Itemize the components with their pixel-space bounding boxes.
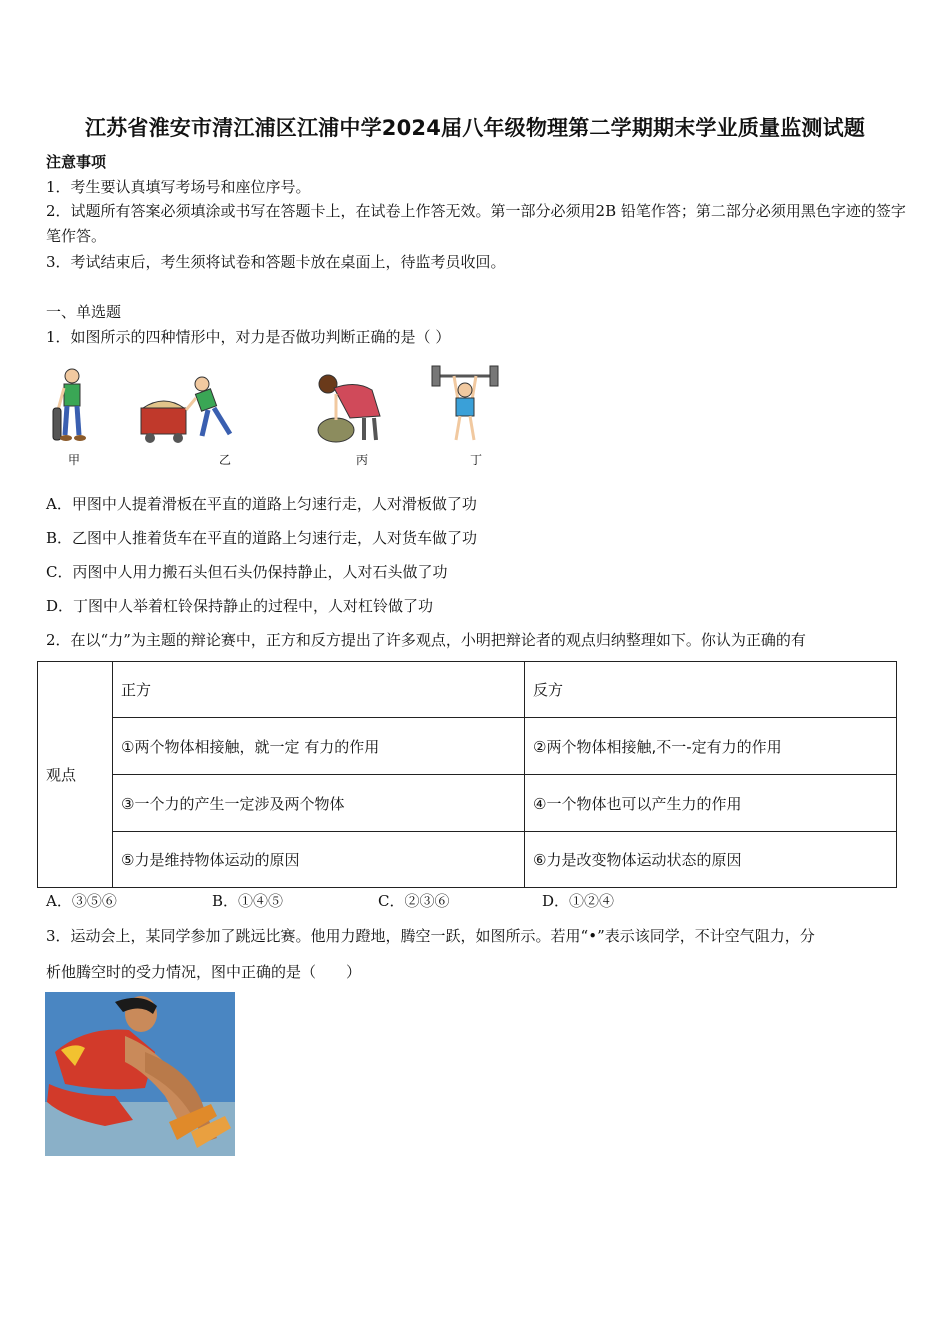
- q1-caption-jia: 甲: [68, 453, 81, 467]
- long-jump-photo: [45, 992, 235, 1156]
- q1-caption-ding: 丁: [470, 453, 483, 467]
- q2-option-b: B．①④⑤: [212, 892, 284, 910]
- q2-stem: 2．在以“力”为主题的辩论赛中，正方和反方提出了许多观点，小明把辩论者的观点归纳整理如下。你认为正确的有: [46, 631, 806, 649]
- person-skateboard-figure: [53, 369, 86, 441]
- q1-option-c: C．丙图中人用力搬石头但石头仍保持静止，人对石头做了功: [46, 563, 448, 581]
- table-cell: ②两个物体相接触,不一-定有力的作用: [525, 718, 897, 775]
- q1-stem: 1．如图所示的四种情形中，对力是否做功判断正确的是（ ）: [46, 328, 451, 346]
- table-cell: ⑥力是改变物体运动状态的原因: [525, 832, 897, 888]
- section-heading: 一、单选题: [46, 303, 122, 321]
- q1-option-a: A．甲图中人提着滑板在平直的道路上匀速行走，人对滑板做了功: [46, 495, 477, 513]
- q1-figure-group: [46, 360, 506, 470]
- q2-option-c: C．②③⑥: [378, 892, 450, 910]
- table-cell: ①两个物体相接触，就一定 有力的作用: [113, 718, 525, 775]
- header-con: 反方: [525, 662, 897, 718]
- q3-stem-line1: 3．运动会上，某同学参加了跳远比赛。他用力蹬地，腾空一跃，如图所示。若用“•”表示该同学，不计空气阻力，分: [46, 927, 815, 945]
- q1-option-d: D．丁图中人举着杠铃保持静止的过程中，人对杠铃做了功: [46, 597, 434, 615]
- notice-item-3: 3．考试结束后，考生须将试卷和答题卡放在桌面上，待监考员收回。: [46, 253, 506, 271]
- page-title: 江苏省淮安市清江浦区江浦中学2024届八年级物理第二学期期末学业质量监测试题: [84, 116, 866, 140]
- table-cell: ④一个物体也可以产生力的作用: [525, 775, 897, 832]
- notice-heading: 注意事项: [46, 153, 107, 171]
- table-cell: ⑤力是维持物体运动的原因: [113, 832, 525, 888]
- q2-option-a: A．③⑤⑥: [46, 892, 117, 910]
- person-holding-barbell-figure: [432, 366, 498, 440]
- q1-caption-yi: 乙: [219, 453, 232, 467]
- q2-option-d: D．①②④: [542, 892, 615, 910]
- debate-table: [37, 661, 897, 888]
- q1-option-b: B．乙图中人推着货车在平直的道路上匀速行走，人对货车做了功: [46, 529, 478, 547]
- person-pushing-cart-figure: [141, 377, 230, 443]
- notice-item-2: 2．试题所有答案必须填涂或书写在答题卡上，在试卷上作答无效。第一部分必须用2B 铅笔作答；第二部分必须用黑色字迹的签字笔作答。: [46, 202, 906, 245]
- row-label-cell: 观点: [38, 662, 113, 888]
- q3-stem-line2: 析他腾空时的受力情况，图中正确的是（ ）: [46, 963, 362, 981]
- person-lifting-stone-figure: [318, 375, 380, 442]
- notice-item-1: 1．考生要认真填写考场号和座位序号。: [46, 178, 311, 196]
- table-cell: ③一个力的产生一定涉及两个物体: [113, 775, 525, 832]
- header-pro: 正方: [113, 662, 525, 718]
- q1-caption-bing: 丙: [356, 453, 369, 467]
